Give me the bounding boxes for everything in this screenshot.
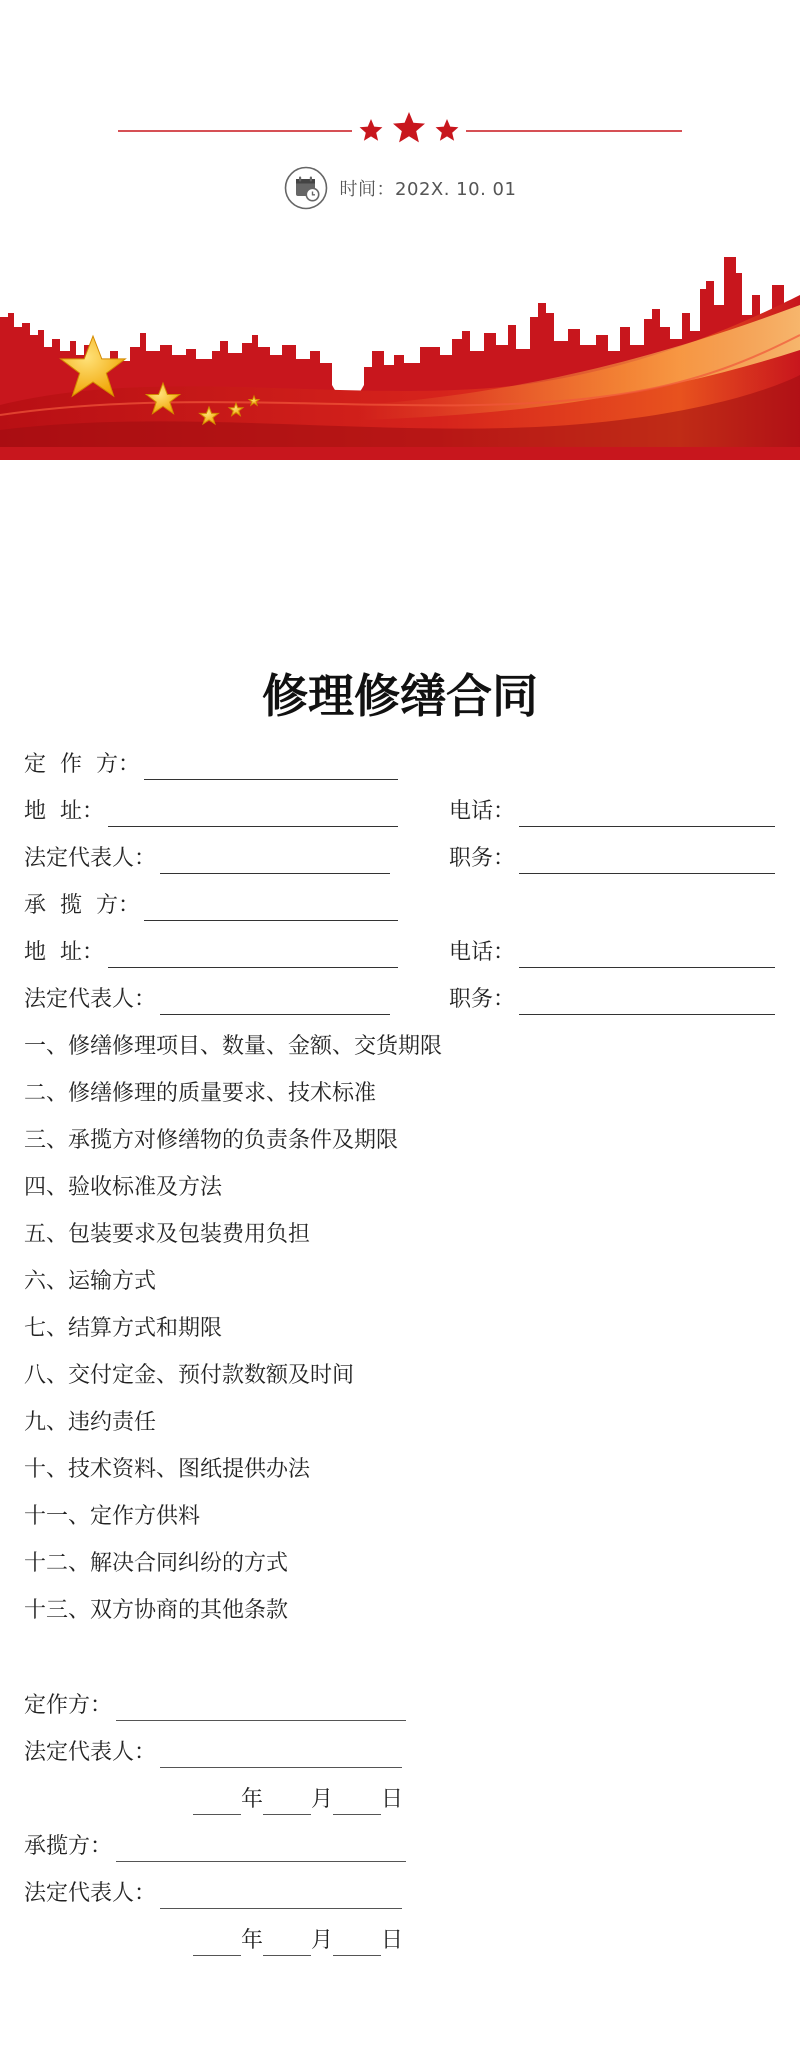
- party-b-position-field: [449, 985, 775, 1015]
- skyline-flag-banner: [0, 255, 800, 460]
- clause-item: 六、运输方式: [24, 1269, 157, 1294]
- clause-item: 十一、定作方供料: [24, 1504, 201, 1529]
- clause-item: 三、承揽方对修缮物的负责条件及期限: [24, 1128, 399, 1153]
- star-icon: [436, 119, 459, 141]
- party-b-address-blank[interactable]: [108, 943, 398, 968]
- party-a-position-label: 职务：: [449, 846, 516, 871]
- day-label: 日: [381, 1928, 404, 1953]
- party-b-phone-label: 电话：: [449, 940, 516, 965]
- party-b-position-blank[interactable]: [519, 990, 775, 1015]
- star-icon: [393, 112, 425, 142]
- date-text: 时间：202X. 10. 01: [339, 179, 517, 200]
- party-a-address-label: 地 址：: [24, 799, 104, 824]
- sign-party-b-rep-label: 法定代表人：: [24, 1881, 157, 1906]
- sign-party-a-blank[interactable]: [116, 1696, 406, 1721]
- month-label: 月: [311, 1928, 334, 1953]
- clause-item: 五、包装要求及包装费用负担: [24, 1222, 311, 1247]
- clause-item: 九、违约责任: [24, 1410, 157, 1435]
- party-a-position-blank[interactable]: [519, 849, 775, 874]
- party-b-rep-field: [24, 985, 390, 1015]
- party-a-phone-field: [449, 797, 775, 827]
- party-b-address-label: 地 址：: [24, 940, 104, 965]
- clause-item: 十三、双方协商的其他条款: [24, 1598, 289, 1623]
- sign-party-b-date: [193, 1926, 403, 1956]
- party-a-rep-field: [24, 844, 390, 874]
- year-label: 年: [241, 1928, 264, 1953]
- clause-item: 七、结算方式和期限: [24, 1316, 223, 1341]
- party-a-label: 定 作 方：: [24, 752, 140, 777]
- sign-party-b-label: 承揽方：: [24, 1834, 113, 1859]
- party-a-phone-label: 电话：: [449, 799, 516, 824]
- year-blank[interactable]: [193, 1790, 241, 1815]
- party-b-address-field: [24, 938, 398, 968]
- clause-item: 八、交付定金、预付款数额及时间: [24, 1363, 355, 1388]
- day-label: 日: [381, 1787, 404, 1812]
- party-b-label: 承 揽 方：: [24, 893, 140, 918]
- sign-party-a-label: 定作方：: [24, 1693, 113, 1718]
- sign-party-a-rep-blank[interactable]: [160, 1743, 402, 1768]
- clause-item: 十、技术资料、图纸提供办法: [24, 1457, 311, 1482]
- party-b-position-label: 职务：: [449, 987, 516, 1012]
- star-icon: [360, 119, 383, 141]
- year-label: 年: [241, 1787, 264, 1812]
- party-a-address-blank[interactable]: [108, 802, 398, 827]
- party-a-address-field: [24, 797, 398, 827]
- sign-party-b-rep-blank[interactable]: [160, 1884, 402, 1909]
- sign-party-b-blank[interactable]: [116, 1837, 406, 1862]
- party-b-rep-blank[interactable]: [160, 990, 390, 1015]
- party-a-blank[interactable]: [144, 755, 398, 780]
- day-blank[interactable]: [333, 1790, 381, 1815]
- party-a-field: [24, 750, 398, 780]
- month-label: 月: [311, 1787, 334, 1812]
- sign-party-a-rep-field: [24, 1738, 402, 1768]
- year-blank[interactable]: [193, 1931, 241, 1956]
- clause-item: 十二、解决合同纠纷的方式: [24, 1551, 289, 1576]
- party-b-blank[interactable]: [144, 896, 398, 921]
- clause-item: 四、验收标准及方法: [24, 1175, 223, 1200]
- party-a-phone-blank[interactable]: [519, 802, 775, 827]
- sign-party-a-rep-label: 法定代表人：: [24, 1740, 157, 1765]
- page-title: 修理修缮合同: [262, 669, 538, 723]
- day-blank[interactable]: [333, 1931, 381, 1956]
- sign-party-b-rep-field: [24, 1879, 402, 1909]
- party-b-phone-blank[interactable]: [519, 943, 775, 968]
- party-b-phone-field: [449, 938, 775, 968]
- calendar-clock-icon: [284, 166, 328, 210]
- party-a-rep-blank[interactable]: [160, 849, 390, 874]
- sign-party-b-field: [24, 1832, 406, 1862]
- party-a-position-field: [449, 844, 775, 874]
- sign-party-a-field: [24, 1691, 406, 1721]
- clause-item: 二、修缮修理的质量要求、技术标准: [24, 1081, 377, 1106]
- party-a-rep-label: 法定代表人：: [24, 846, 157, 871]
- month-blank[interactable]: [263, 1931, 311, 1956]
- party-b-rep-label: 法定代表人：: [24, 987, 157, 1012]
- clause-item: 一、修缮修理项目、数量、金额、交货期限: [24, 1034, 443, 1059]
- month-blank[interactable]: [263, 1790, 311, 1815]
- party-b-field: [24, 891, 398, 921]
- date-row: [0, 166, 800, 210]
- sign-party-a-date: [193, 1785, 403, 1815]
